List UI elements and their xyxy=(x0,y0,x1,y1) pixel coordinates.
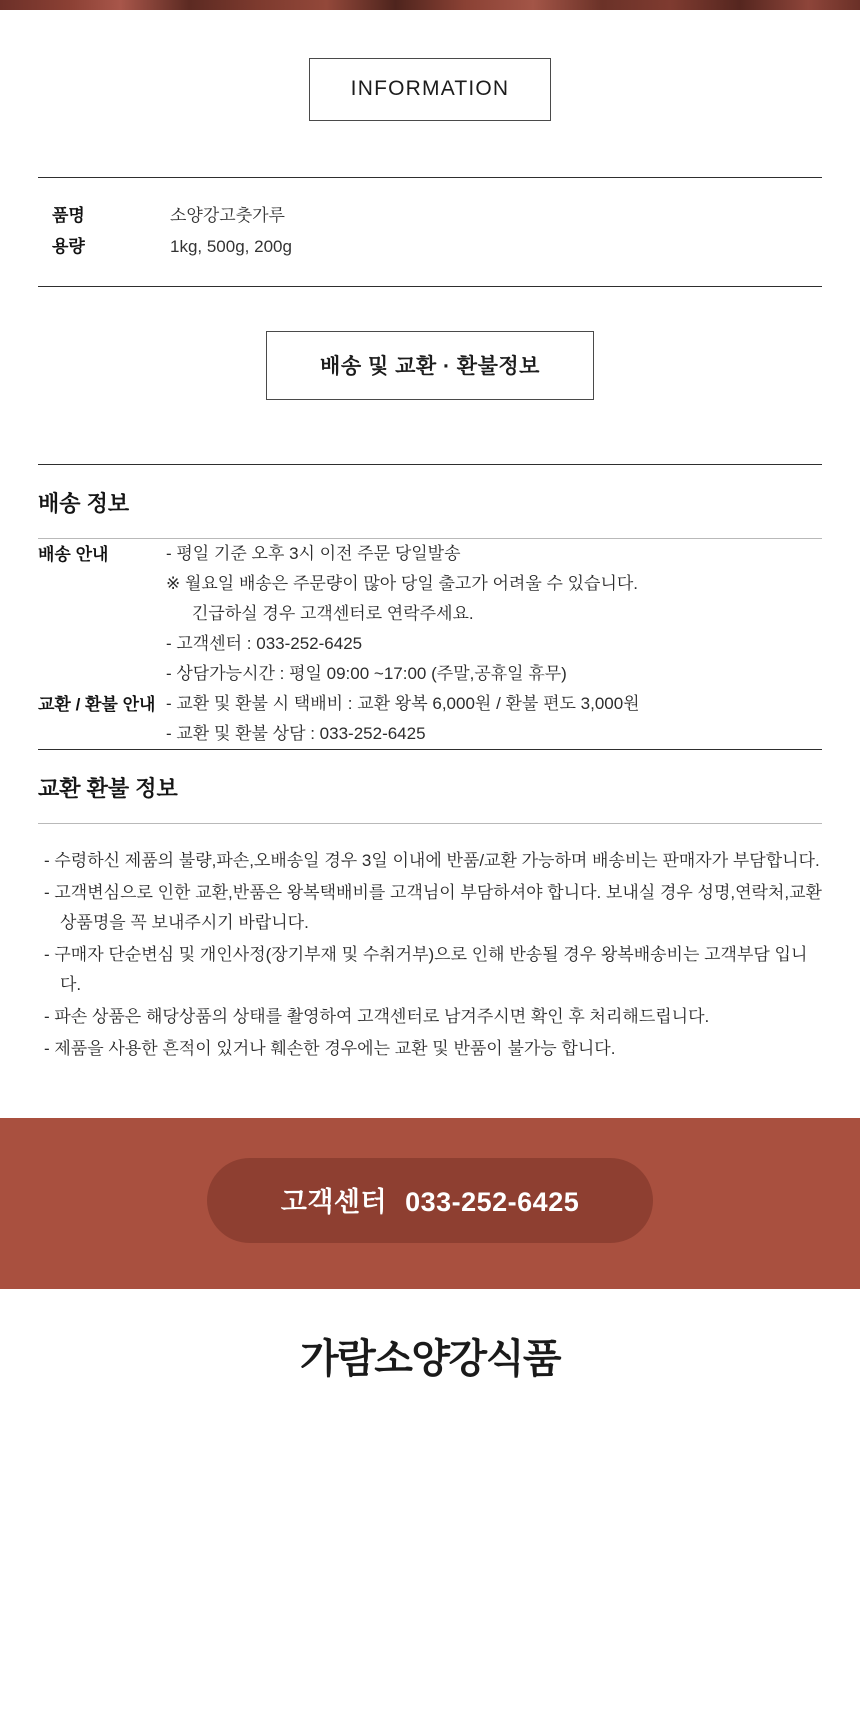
spec-value-volume: 1kg, 500g, 200g xyxy=(170,237,292,256)
exchange-refund-value xyxy=(166,689,822,749)
refund-info-heading: 교환 환불 정보 xyxy=(38,776,178,801)
delivery-guide-value xyxy=(166,539,822,689)
spec-value-name: 소양강고춧가루 xyxy=(170,206,285,225)
delivery-line-2: ※ 월요일 배송은 주문량이 많아 당일 출고가 어려울 수 있습니다. xyxy=(166,574,639,593)
spacer xyxy=(38,400,822,464)
table-row xyxy=(52,231,822,262)
spec-label-name: 품명 xyxy=(52,206,85,225)
delivery-exchange-refund-title: 배송 및 교환 · 환불정보 xyxy=(266,331,594,400)
list-item: - 고객변심으로 인한 교환,반품은 왕복택배비를 고객님이 부담하셔야 합니다. 보내실 경우 성명,연락처,교환상품명을 꼭 보내주시기 바랍니다. xyxy=(44,883,822,932)
list-item: - 제품을 사용한 흔적이 있거나 훼손한 경우에는 교환 및 반품이 불가능 합니다. xyxy=(44,1039,616,1058)
delivery-title-wrap xyxy=(38,287,822,400)
table-row xyxy=(52,200,822,231)
spacer xyxy=(38,121,822,177)
refund-policy-list xyxy=(38,824,822,1094)
photo-strip-edge xyxy=(0,0,860,10)
table-row xyxy=(38,689,822,749)
delivery-guide-label: 배송 안내 xyxy=(38,545,109,564)
delivery-line-3: 긴급하실 경우 고객센터로 연락주세요. xyxy=(192,604,474,623)
information-title-wrap xyxy=(38,10,822,121)
delivery-line-1: - 평일 기준 오후 3시 이전 주문 당일발송 xyxy=(166,544,461,563)
spec-table xyxy=(52,200,822,262)
table-row xyxy=(38,539,822,689)
page-content xyxy=(0,10,860,1094)
customer-service-label: 고객센터 xyxy=(280,1187,388,1217)
list-item: - 수령하신 제품의 불량,파손,오배송일 경우 3일 이내에 반품/교환 가능하며 배송비는 판매자가 부담합니다. xyxy=(44,851,820,870)
exchange-refund-label: 교환 / 환불 안내 xyxy=(38,695,156,714)
spec-block xyxy=(38,178,822,286)
delivery-info-table xyxy=(38,539,822,749)
brand-logo: 가람소양강식품 xyxy=(300,1337,560,1381)
list-item: - 파손 상품은 해당상품의 상태를 촬영하여 고객센터로 남겨주시면 확인 후 처리해드립니다. xyxy=(44,1007,710,1026)
list-item: - 구매자 단순변심 및 개인사정(장기부재 및 수취거부)으로 인해 반송될 경우 왕복배송비는 고객부담 입니다. xyxy=(44,945,808,994)
delivery-info-heading: 배송 정보 xyxy=(38,491,130,516)
delivery-line-4: - 고객센터 : 033-252-6425 xyxy=(166,634,363,653)
delivery-line-5: - 상담가능시간 : 평일 09:00 ~17:00 (주말,공휴일 휴무) xyxy=(166,664,567,683)
customer-service-footer xyxy=(0,1118,860,1289)
information-title: INFORMATION xyxy=(309,58,551,121)
spec-label-volume: 용량 xyxy=(52,237,85,256)
exchange-line-2: - 교환 및 환불 상담 : 033-252-6425 xyxy=(166,724,426,743)
customer-service-phone: 033-252-6425 xyxy=(405,1187,580,1217)
exchange-line-1: - 교환 및 환불 시 택배비 : 교환 왕복 6,000원 / 환불 편도 3,000원 xyxy=(166,694,640,713)
customer-service-button[interactable] xyxy=(207,1158,653,1243)
